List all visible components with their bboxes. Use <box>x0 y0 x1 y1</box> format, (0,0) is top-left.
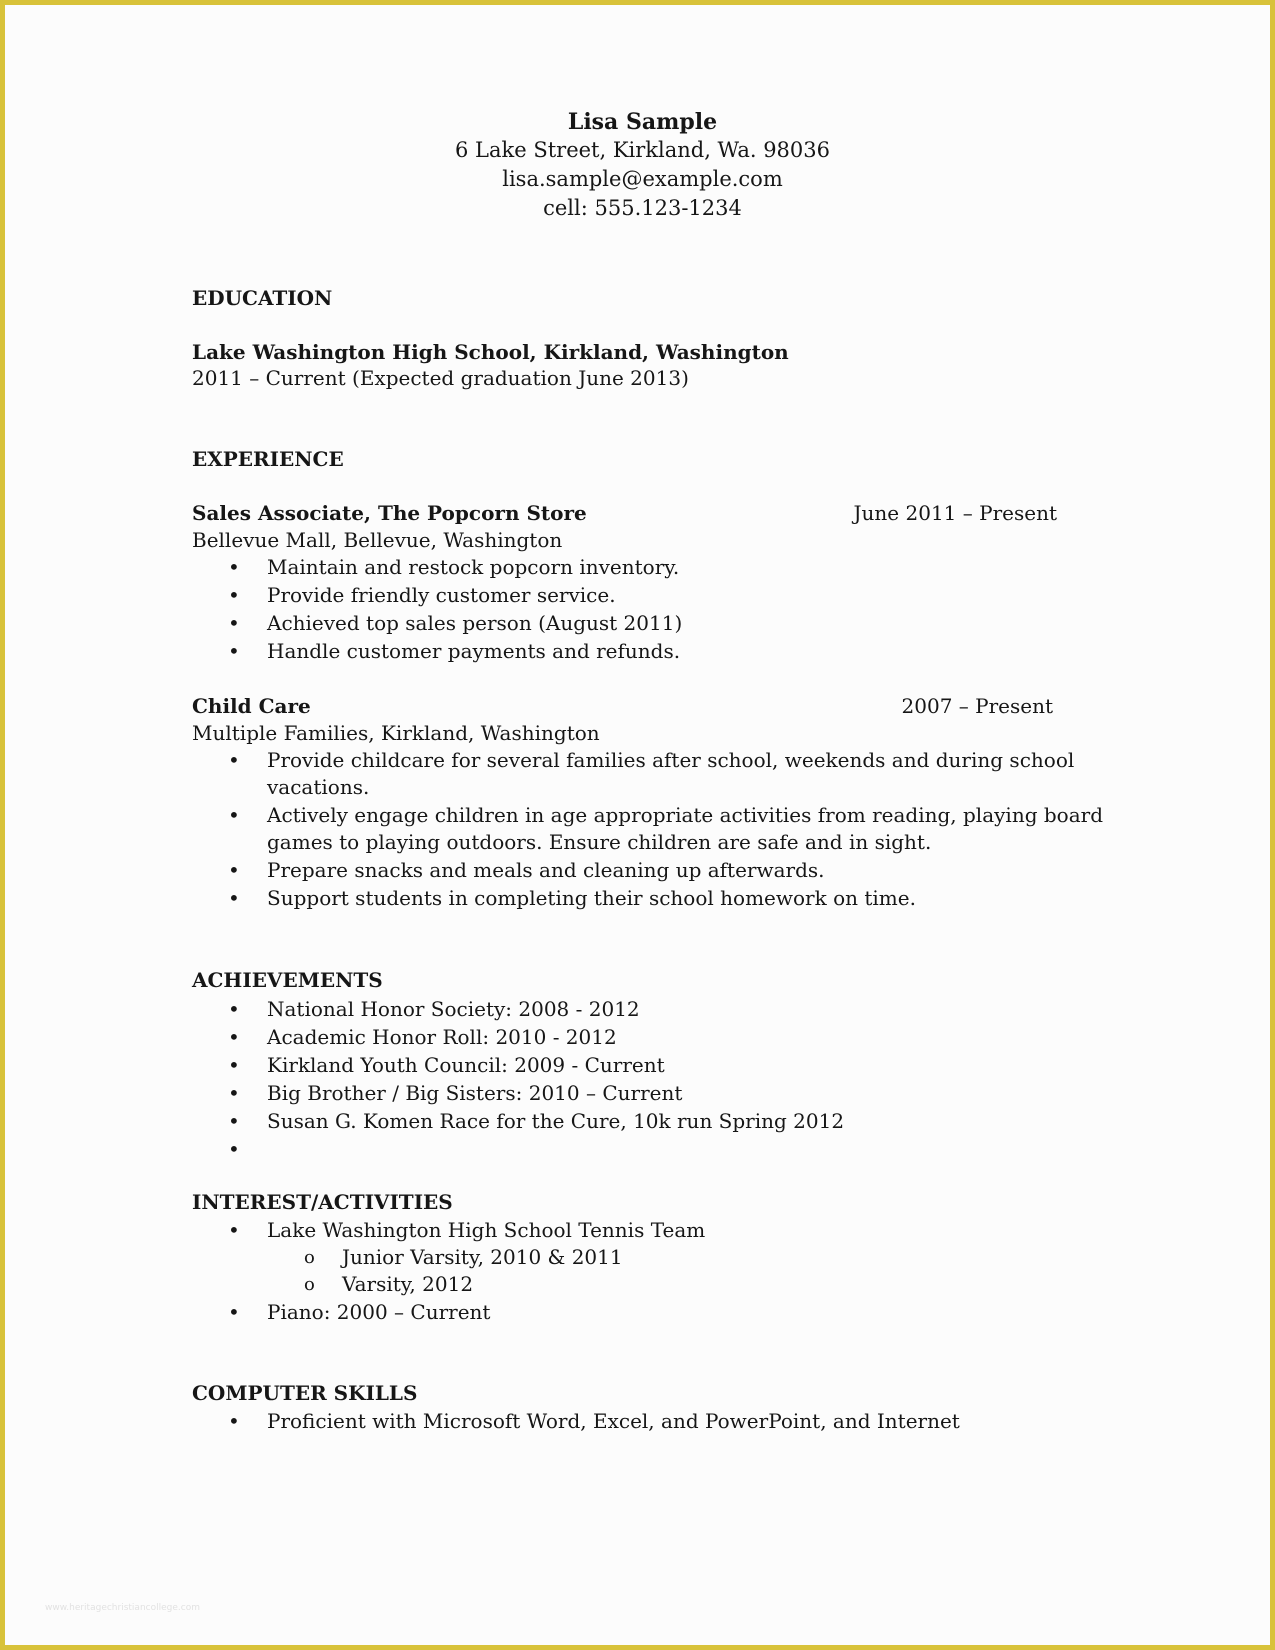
subbullet-icon: o <box>304 1274 315 1295</box>
interest-subitem: Junior Varsity, 2010 & 2011 <box>342 1245 623 1269</box>
experience-heading: EXPERIENCE <box>192 447 344 471</box>
bullet-icon: • <box>228 1053 240 1077</box>
interest-item: Lake Washington High School Tennis Team <box>267 1218 706 1242</box>
resume-name: Lisa Sample <box>567 109 718 135</box>
interest-item: Piano: 2000 – Current <box>267 1300 491 1324</box>
interests-heading: INTEREST/ACTIVITIES <box>192 1190 453 1214</box>
bullet-icon: • <box>228 1300 240 1324</box>
address: 6 Lake Street, Kirkland, Wa. 98036 <box>455 138 830 162</box>
job-bullet-continued: vacations. <box>267 775 370 799</box>
achievement-item: Kirkland Youth Council: 2009 - Current <box>267 1053 665 1077</box>
bullet-icon: • <box>228 748 240 772</box>
achievement-item: National Honor Society: 2008 - 2012 <box>267 997 640 1021</box>
interest-subitem: Varsity, 2012 <box>342 1272 474 1296</box>
bullet-icon: • <box>228 1109 240 1133</box>
bullet-icon: • <box>228 611 240 635</box>
job-bullet: Maintain and restock popcorn inventory. <box>267 555 680 579</box>
job-bullet-continued: games to playing outdoors. Ensure children are safe and in sight. <box>267 830 932 854</box>
achievement-item: Academic Honor Roll: 2010 - 2012 <box>267 1025 617 1049</box>
bullet-icon: • <box>228 555 240 579</box>
skill-item: Proficient with Microsoft Word, Excel, and PowerPoint, and Internet <box>267 1409 960 1433</box>
job-location: Multiple Families, Kirkland, Washington <box>192 721 600 745</box>
job-bullet: Achieved top sales person (August 2011) <box>267 611 683 635</box>
bullet-icon: • <box>228 1409 240 1433</box>
job-bullet: Actively engage children in age appropriate activities from reading, playing board <box>267 803 1103 827</box>
bullet-icon: • <box>228 997 240 1021</box>
bullet-icon: • <box>228 886 240 910</box>
job-title: Sales Associate, The Popcorn Store <box>192 501 587 525</box>
job-bullet: Support students in completing their school homework on time. <box>267 886 916 910</box>
bullet-icon: • <box>228 583 240 607</box>
job-dates: 2007 – Present <box>901 694 1053 718</box>
bullet-icon: • <box>228 639 240 663</box>
achievement-item: Susan G. Komen Race for the Cure, 10k run Spring 2012 <box>267 1109 845 1133</box>
job-dates: June 2011 – Present <box>853 501 1057 525</box>
job-location: Bellevue Mall, Bellevue, Washington <box>192 528 563 552</box>
school-dates: 2011 – Current (Expected graduation June 2013) <box>192 366 689 390</box>
bullet-icon: • <box>228 858 240 882</box>
job-bullet: Provide friendly customer service. <box>267 583 616 607</box>
skills-heading: COMPUTER SKILLS <box>192 1381 418 1405</box>
education-heading: EDUCATION <box>192 286 333 310</box>
subbullet-icon: o <box>304 1247 315 1268</box>
job-bullet: Handle customer payments and refunds. <box>267 639 681 663</box>
phone: cell: 555.123-1234 <box>543 196 742 220</box>
achievement-item: Big Brother / Big Sisters: 2010 – Current <box>267 1081 683 1105</box>
watermark: www.heritagechristiancollege.com <box>45 1603 200 1613</box>
job-bullet: Provide childcare for several families after school, weekends and during school <box>267 748 1075 772</box>
bullet-icon: • <box>228 1081 240 1105</box>
achievements-heading: ACHIEVEMENTS <box>192 968 383 992</box>
bullet-icon: • <box>228 1025 240 1049</box>
job-bullet: Prepare snacks and meals and cleaning up afterwards. <box>267 858 825 882</box>
bullet-icon: • <box>228 1218 240 1242</box>
bullet-icon: • <box>228 1137 240 1161</box>
email: lisa.sample@example.com <box>502 167 783 191</box>
bullet-icon: • <box>228 803 240 827</box>
job-title: Child Care <box>192 694 311 718</box>
school-name: Lake Washington High School, Kirkland, Washington <box>192 340 789 364</box>
